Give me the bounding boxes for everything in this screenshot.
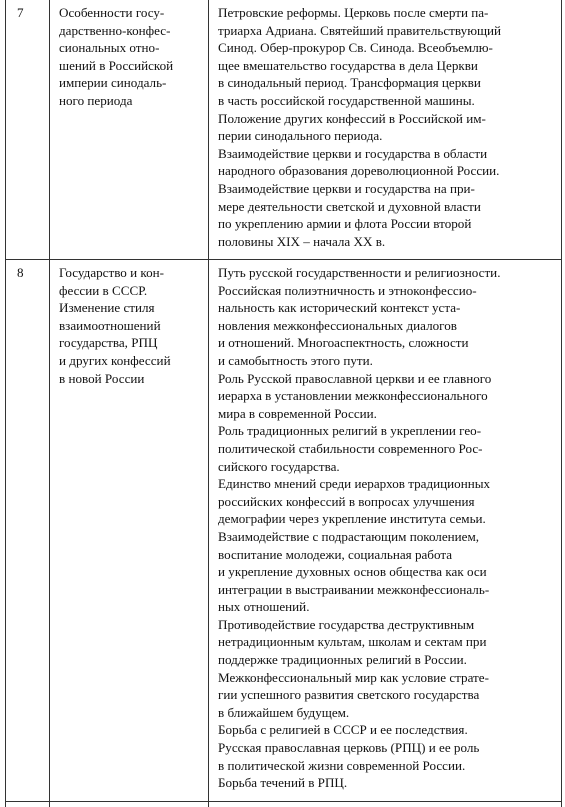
topic-cell: [59, 4, 204, 110]
topic-line: дарственно-конфес-: [59, 22, 171, 38]
content-line: Противодействие государства деструктивным: [218, 616, 475, 632]
topic-line: империи синодаль-: [59, 75, 167, 91]
content-line: по укреплению армии и флота России второй: [218, 216, 472, 232]
topic-line: взаимоотношений: [59, 317, 161, 333]
topic-line: в новой России: [59, 370, 145, 386]
content-line: новления межконфессиональных диалогов: [218, 317, 457, 333]
topic-line: фессии в СССР.: [59, 282, 148, 298]
table-left-border: [5, 0, 6, 807]
content-line: нальность как исторический контекст уста-: [218, 300, 461, 316]
row-number-text: 8: [17, 265, 24, 280]
content-line: перии синодального периода.: [218, 128, 383, 144]
content-line: в ближайшем будущем.: [218, 704, 350, 720]
row-number: [17, 264, 24, 282]
content-line: в политической жизни современной России.: [218, 757, 466, 773]
content-line: Межконфессиональный мир как условие страте-: [218, 669, 489, 685]
table-right-border: [561, 0, 562, 807]
content-line: мира в современной России.: [218, 405, 377, 421]
content-line: и отношений. Многоаспектность, сложности: [218, 335, 469, 351]
content-line: интеграции в выстраивании межконфессиональ-: [218, 581, 490, 597]
content-line: и самобытность этого пути.: [218, 352, 373, 368]
content-line: поддержке традиционных религий в России.: [218, 652, 467, 668]
content-line: сийского государства.: [218, 458, 340, 474]
content-line: в синодальный период. Трансформация церкви: [218, 75, 481, 91]
content-line: Единство мнений среди иерархов традиционных: [218, 476, 491, 492]
content-line: ных отношений.: [218, 599, 310, 615]
content-line: Русская православная церковь (РПЦ) и ее роль: [218, 740, 480, 756]
content-line: российских конфессий в вопросах улучшения: [218, 493, 475, 509]
row-divider: [5, 259, 562, 260]
content-line: гии успешного развития светского государства: [218, 687, 480, 703]
content-line: мере деятельности светской и духовной власти: [218, 198, 481, 214]
table-column-divider-1: [49, 0, 50, 807]
content-line: Положение других конфессий в Российской им-: [218, 110, 486, 126]
content-line: и укрепление духовных основ общества как оси: [218, 564, 487, 580]
content-line: демографии через укрепление института семьи.: [218, 511, 486, 527]
content-line: Российская полиэтничность и этноконфессио-: [218, 282, 477, 298]
content-line: иерарха в установлении межконфессионального: [218, 388, 488, 404]
content-line: триарха Адриана. Святейший правительствующий: [218, 22, 502, 38]
content-line: щее вмешательство государства в дела Церкви: [218, 57, 478, 73]
content-line: половины XIX – начала XX в.: [218, 233, 386, 249]
table-column-divider-2: [208, 0, 209, 807]
topic-line: Особенности госу-: [59, 5, 165, 20]
content-line: Путь русской государственности и религиозности.: [218, 265, 501, 280]
row-number: [17, 4, 24, 22]
topic-cell: [59, 264, 204, 387]
content-line: Синод. Обер-прокурор Св. Синода. Всеобъемлю-: [218, 40, 493, 56]
content-line: Петровские реформы. Церковь после смерти па-: [218, 5, 489, 20]
content-line: Взаимодействие церкви и государства на при-: [218, 180, 475, 196]
content-line: воспитание молодежи, социальная работа: [218, 546, 453, 562]
content-cell: [218, 264, 558, 792]
topic-line: Изменение стиля: [59, 300, 155, 316]
table-bottom-border: [5, 801, 562, 802]
row-number-text: 7: [17, 5, 24, 20]
content-line: Взаимодействие с подрастающим поколением,: [218, 528, 480, 544]
content-cell: [218, 4, 558, 250]
content-line: Роль традиционных религий в укреплении гео-: [218, 423, 482, 439]
content-line: в часть российской государственной машины.: [218, 92, 475, 108]
content-line: Взаимодействие церкви и государства в области: [218, 145, 488, 161]
topic-line: и других конфессий: [59, 352, 171, 368]
topic-line: шений в Российской: [59, 57, 174, 73]
topic-line: Государство и кон-: [59, 265, 165, 280]
content-line: Роль Русской православной церкви и ее главного: [218, 370, 492, 386]
content-line: политической стабильности современного Рос-: [218, 440, 483, 456]
topic-line: ного периода: [59, 92, 133, 108]
content-line: народного образования дореволюционной России.: [218, 163, 500, 179]
content-line: Борьба с религией в СССР и ее последствия.: [218, 722, 468, 738]
content-line: Борьба течений в РПЦ.: [218, 775, 348, 791]
topic-line: государства, РПЦ: [59, 335, 158, 351]
topic-line: сиональных отно-: [59, 40, 160, 56]
content-line: нетрадиционным культам, школам и сектам при: [218, 634, 487, 650]
